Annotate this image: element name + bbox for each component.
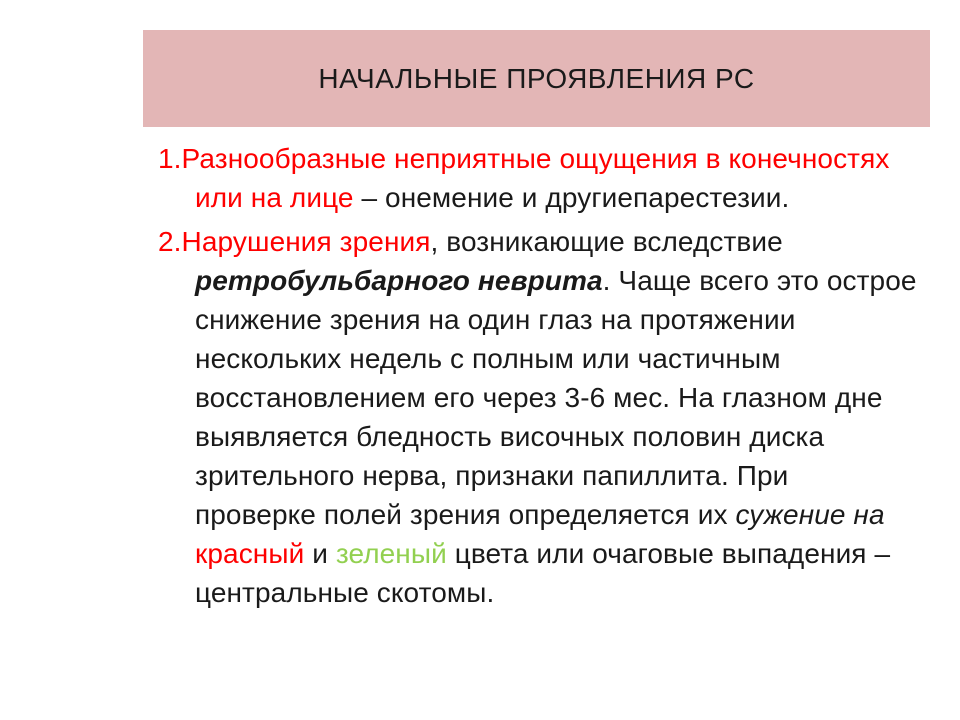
list-item-2-line-5 (158, 378, 948, 417)
text-segment: или на лице (195, 182, 362, 213)
text-segment: восстановлением его через 3-6 мес. На глазном дне (195, 382, 883, 413)
list-item-2-line-8 (158, 495, 948, 534)
text-segment: ретробульбарного неврита (195, 265, 603, 296)
title-banner (143, 30, 930, 127)
text-segment: цвета или очаговые выпадения – (446, 538, 891, 569)
text-segment: красный (195, 538, 305, 569)
text-segment: сужение на (735, 499, 885, 530)
list-item-1-line-2 (158, 178, 948, 217)
text-segment: – онемение и другиепарестезии. (361, 182, 790, 213)
slide-title: НАЧАЛЬНЫЕ ПРОЯВЛЕНИЯ РС (318, 62, 755, 94)
list-item-2-line-1 (158, 222, 948, 261)
text-segment: центральные скотомы. (195, 577, 495, 608)
list-item-2-line-9 (158, 534, 948, 573)
text-segment: зрительного нерва, признаки папиллита. При (195, 460, 789, 491)
text-segment: зеленый (335, 538, 447, 569)
list-item-2-line-7 (158, 456, 948, 495)
text-segment: 1.Разнообразные неприятные ощущения в конечностях (158, 143, 890, 174)
list-item-2-line-2 (158, 261, 948, 300)
text-segment: . Чаще всего это острое (602, 265, 917, 296)
text-segment: проверке полей зрения определяется их (195, 499, 736, 530)
text-segment: и (304, 538, 336, 569)
list-item-2-line-6 (158, 417, 948, 456)
list-item-2-line-3 (158, 300, 948, 339)
text-segment: выявляется бледность височных половин диска (195, 421, 825, 452)
text-segment: снижение зрения на один глаз на протяжении (195, 304, 796, 335)
list-item-2-line-10 (158, 573, 948, 612)
list-item-1-line-1 (158, 139, 948, 178)
text-segment: 2.Нарушения зрения (158, 226, 431, 257)
slide-body-text (158, 139, 948, 612)
list-item-2-line-4 (158, 339, 948, 378)
text-segment: нескольких недель с полным или частичным (195, 343, 781, 374)
text-segment: , возникающие вследствие (430, 226, 783, 257)
